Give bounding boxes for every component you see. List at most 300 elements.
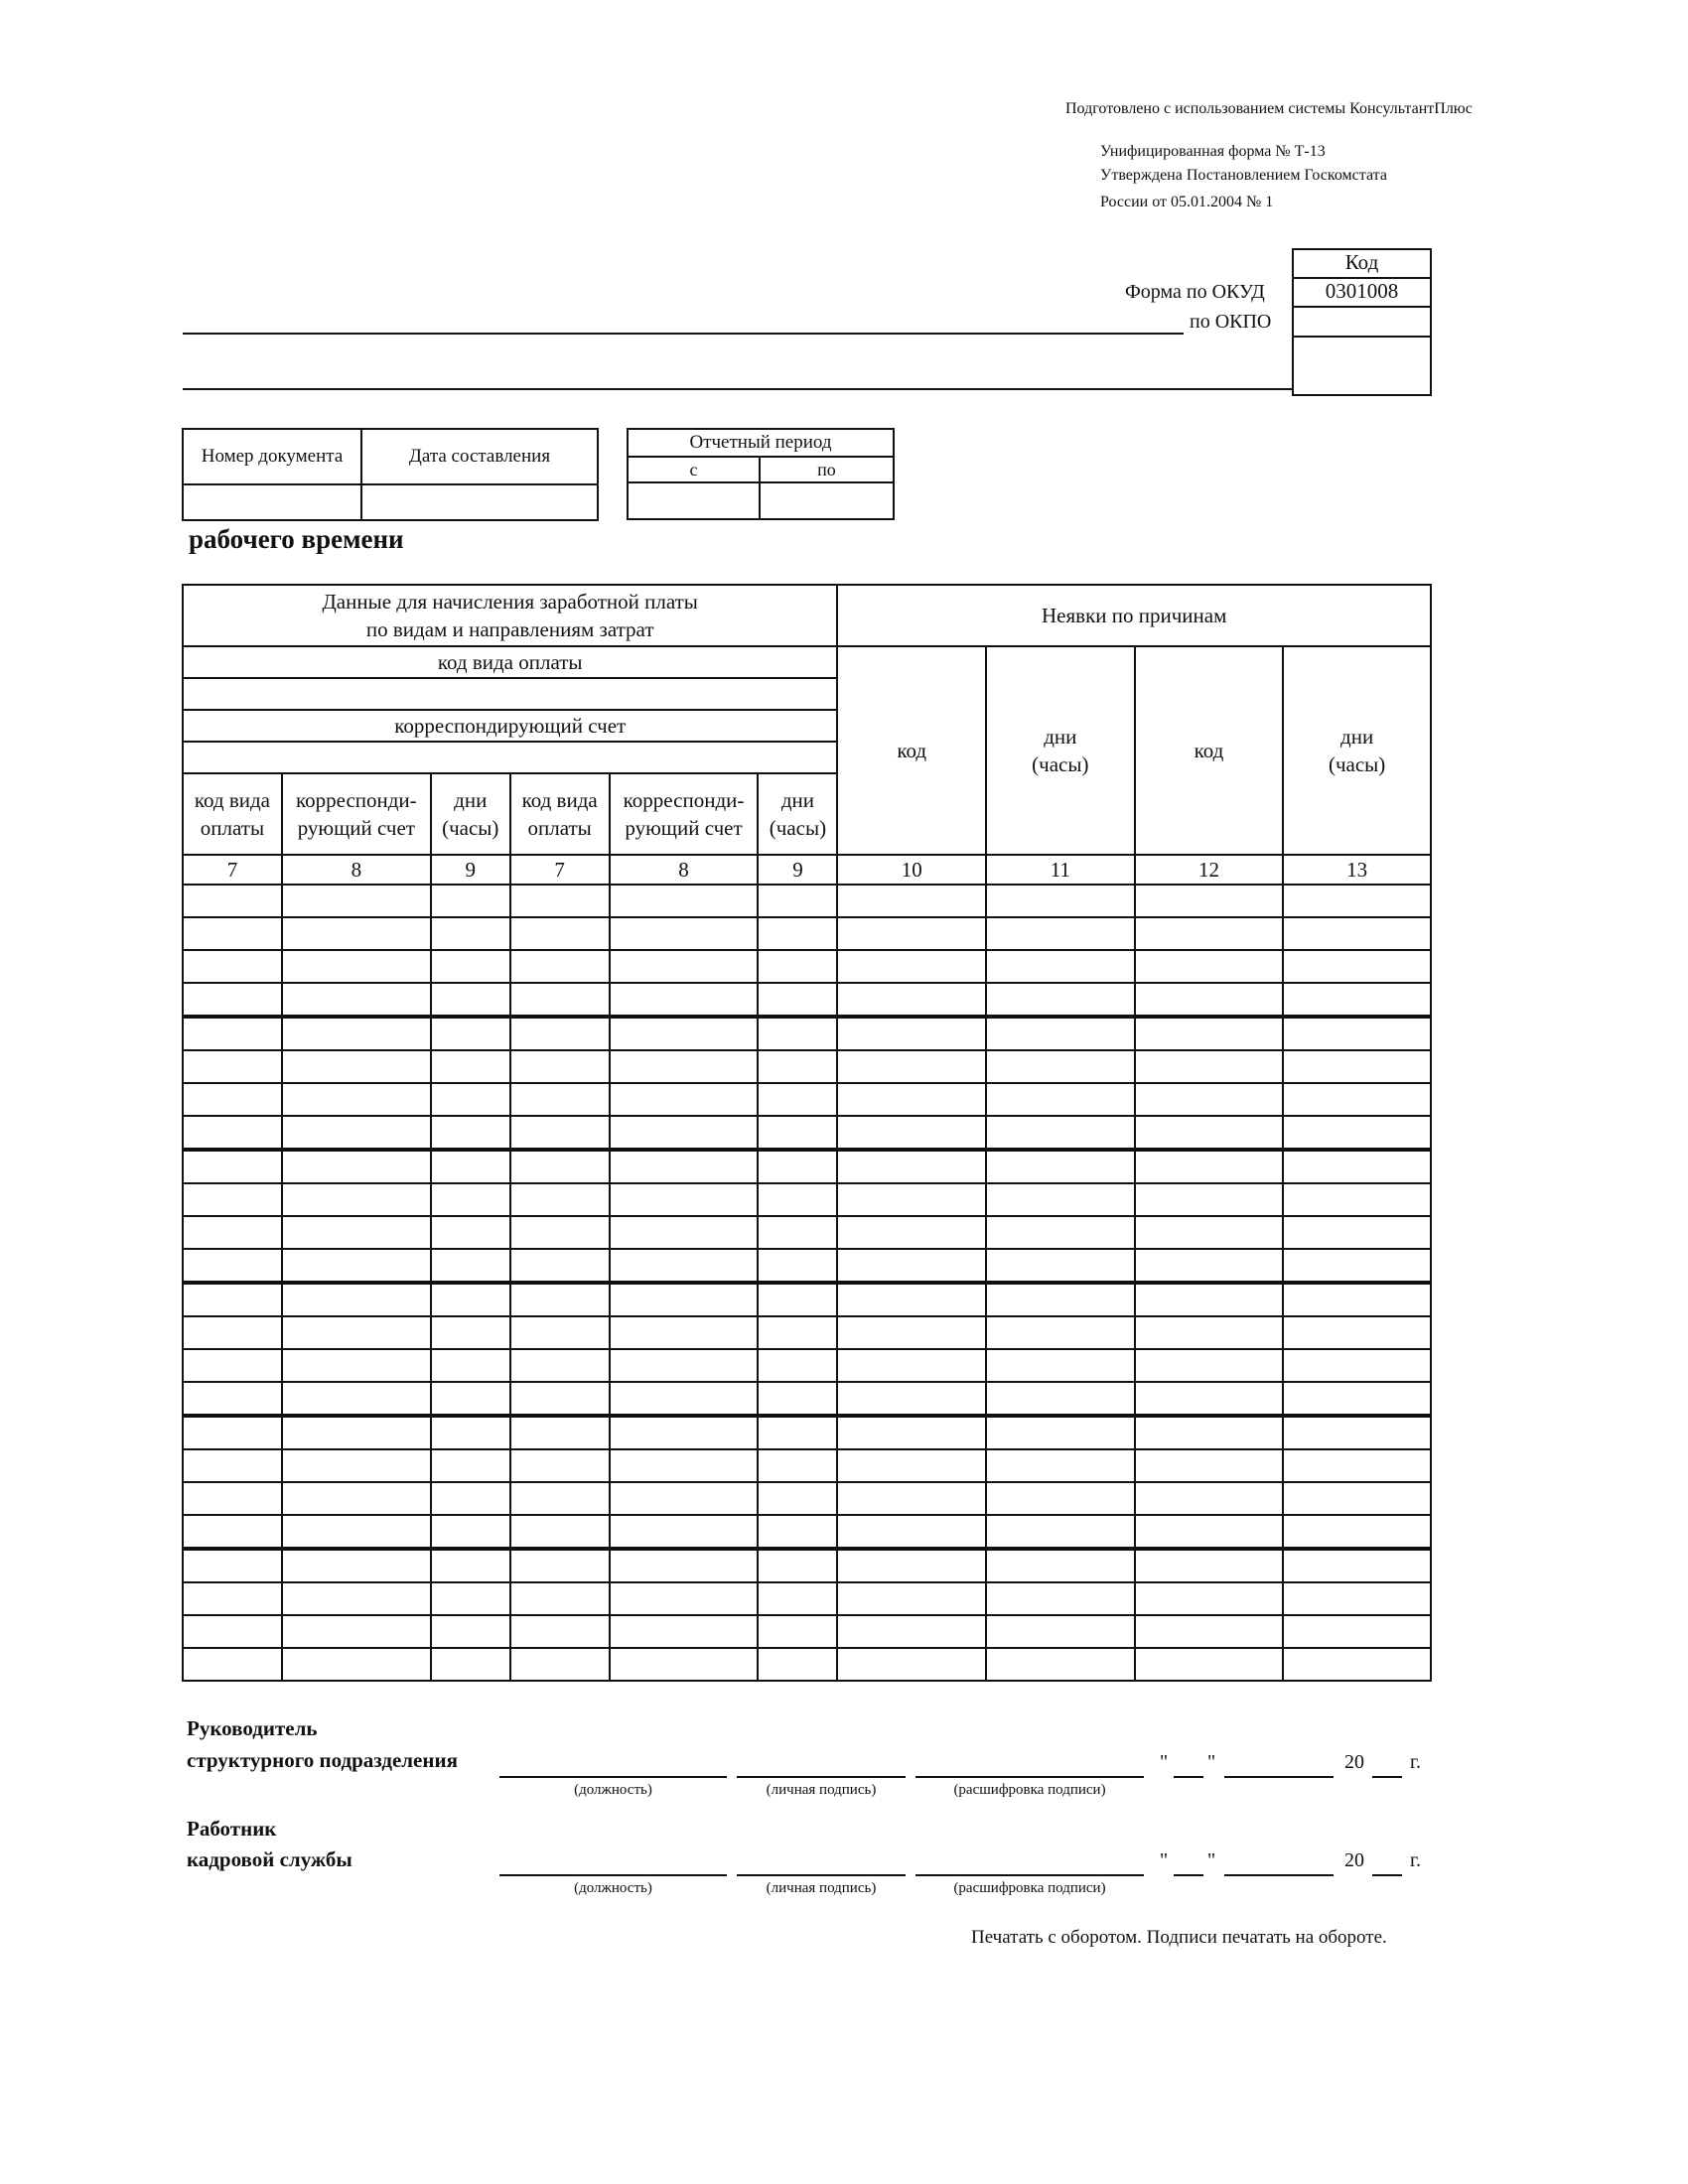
table-cell[interactable] bbox=[431, 885, 510, 917]
table-cell[interactable] bbox=[986, 1083, 1135, 1116]
col-header-7a-l2: оплаты bbox=[200, 816, 265, 840]
period-to-field[interactable] bbox=[760, 482, 894, 519]
hr-month-line[interactable] bbox=[1224, 1874, 1334, 1876]
table-cell[interactable] bbox=[986, 1482, 1135, 1515]
table-cell[interactable] bbox=[986, 1249, 1135, 1283]
table-cell[interactable] bbox=[1135, 1183, 1284, 1216]
table-cell[interactable] bbox=[758, 1382, 837, 1416]
table-cell[interactable] bbox=[183, 950, 282, 983]
table-cell[interactable] bbox=[837, 1582, 986, 1615]
hr-label-l2: кадровой службы bbox=[187, 1847, 352, 1871]
table-cell[interactable] bbox=[1283, 1382, 1431, 1416]
account-row-label: корреспондирующий счет bbox=[183, 710, 837, 742]
table-cell[interactable] bbox=[282, 1083, 431, 1116]
table-cell[interactable] bbox=[610, 1349, 759, 1382]
table-cell[interactable] bbox=[431, 1416, 510, 1449]
table-cell[interactable] bbox=[610, 1216, 759, 1249]
table-cell[interactable] bbox=[986, 1216, 1135, 1249]
table-cell[interactable] bbox=[183, 1549, 282, 1582]
table-cell[interactable] bbox=[1135, 1382, 1284, 1416]
table-row bbox=[183, 1316, 1431, 1349]
department-line[interactable] bbox=[183, 388, 1292, 390]
table-cell[interactable] bbox=[510, 1150, 610, 1183]
table-cell[interactable] bbox=[183, 917, 282, 950]
table-cell[interactable] bbox=[986, 1416, 1135, 1449]
table-cell[interactable] bbox=[986, 1050, 1135, 1083]
table-cell[interactable] bbox=[183, 1316, 282, 1349]
table-cell[interactable] bbox=[282, 1017, 431, 1050]
table-cell[interactable] bbox=[837, 1382, 986, 1416]
table-cell[interactable] bbox=[183, 983, 282, 1017]
table-cell[interactable] bbox=[1283, 1582, 1431, 1615]
table-cell[interactable] bbox=[837, 1349, 986, 1382]
table-cell[interactable] bbox=[431, 1183, 510, 1216]
table-cell[interactable] bbox=[183, 1017, 282, 1050]
table-cell[interactable] bbox=[758, 983, 837, 1017]
table-cell[interactable] bbox=[610, 917, 759, 950]
table-cell[interactable] bbox=[758, 1349, 837, 1382]
table-cell[interactable] bbox=[758, 1249, 837, 1283]
table-cell[interactable] bbox=[986, 1382, 1135, 1416]
table-cell[interactable] bbox=[282, 1316, 431, 1349]
table-cell[interactable] bbox=[510, 983, 610, 1017]
table-cell[interactable] bbox=[431, 1017, 510, 1050]
table-cell[interactable] bbox=[282, 1549, 431, 1582]
table-cell[interactable] bbox=[1283, 1083, 1431, 1116]
table-cell[interactable] bbox=[282, 1382, 431, 1416]
table-cell[interactable] bbox=[282, 1416, 431, 1449]
table-cell[interactable] bbox=[1135, 917, 1284, 950]
table-cell[interactable] bbox=[610, 1648, 759, 1681]
table-cell[interactable] bbox=[837, 1316, 986, 1349]
head-date-quote-close: " bbox=[1207, 1751, 1216, 1773]
table-cell[interactable] bbox=[282, 1216, 431, 1249]
table-cell[interactable] bbox=[1135, 950, 1284, 983]
table-cell[interactable] bbox=[282, 1648, 431, 1681]
table-cell[interactable] bbox=[986, 1283, 1135, 1316]
table-cell[interactable] bbox=[610, 1183, 759, 1216]
hr-decoding-caption: (расшифровка подписи) bbox=[953, 1880, 1106, 1896]
col-header-8a-l1: корреспонди- bbox=[295, 787, 417, 812]
table-cell[interactable] bbox=[610, 1582, 759, 1615]
table-cell[interactable] bbox=[1135, 1249, 1284, 1283]
table-cell[interactable] bbox=[1283, 1017, 1431, 1050]
table-cell[interactable] bbox=[1135, 1582, 1284, 1615]
table-cell[interactable] bbox=[986, 1648, 1135, 1681]
table-cell[interactable] bbox=[610, 1615, 759, 1648]
table-cell[interactable] bbox=[282, 950, 431, 983]
table-cell[interactable] bbox=[183, 1183, 282, 1216]
table-cell[interactable] bbox=[758, 1150, 837, 1183]
table-cell[interactable] bbox=[1135, 1083, 1284, 1116]
head-date-quote-open: " bbox=[1160, 1751, 1169, 1773]
table-cell[interactable] bbox=[510, 1050, 610, 1083]
col-header-10: код bbox=[837, 646, 986, 855]
table-cell[interactable] bbox=[183, 1382, 282, 1416]
okpo-value[interactable] bbox=[1294, 308, 1430, 338]
table-cell[interactable] bbox=[758, 1648, 837, 1681]
table-cell[interactable] bbox=[510, 1615, 610, 1648]
table-cell[interactable] bbox=[610, 885, 759, 917]
table-cell[interactable] bbox=[837, 885, 986, 917]
table-cell[interactable] bbox=[282, 1150, 431, 1183]
table-cell[interactable] bbox=[282, 1482, 431, 1515]
col-header-13 bbox=[1283, 646, 1431, 855]
table-cell[interactable] bbox=[1283, 1515, 1431, 1549]
col-num: 12 bbox=[1135, 855, 1284, 885]
account-values[interactable] bbox=[183, 742, 837, 773]
table-cell[interactable] bbox=[282, 1183, 431, 1216]
table-cell[interactable] bbox=[610, 1449, 759, 1482]
table-cell[interactable] bbox=[758, 1549, 837, 1582]
table-cell[interactable] bbox=[510, 1515, 610, 1549]
table-cell[interactable] bbox=[610, 1083, 759, 1116]
table-cell[interactable] bbox=[183, 1416, 282, 1449]
table-cell[interactable] bbox=[1135, 1216, 1284, 1249]
table-cell[interactable] bbox=[510, 1216, 610, 1249]
table-cell[interactable] bbox=[986, 885, 1135, 917]
table-cell[interactable] bbox=[183, 885, 282, 917]
head-month-line[interactable] bbox=[1224, 1776, 1334, 1778]
head-decoding-line[interactable] bbox=[915, 1776, 1144, 1778]
head-year-line[interactable] bbox=[1372, 1776, 1402, 1778]
table-cell[interactable] bbox=[758, 1116, 837, 1150]
table-cell[interactable] bbox=[1283, 1549, 1431, 1582]
table-cell[interactable] bbox=[1283, 1316, 1431, 1349]
table-cell[interactable] bbox=[510, 1316, 610, 1349]
table-cell[interactable] bbox=[837, 1615, 986, 1648]
table-cell[interactable] bbox=[986, 1183, 1135, 1216]
table-cell[interactable] bbox=[986, 1582, 1135, 1615]
table-cell[interactable] bbox=[986, 1449, 1135, 1482]
table-cell[interactable] bbox=[1283, 1216, 1431, 1249]
table-cell[interactable] bbox=[1283, 1150, 1431, 1183]
table-row bbox=[183, 1349, 1431, 1382]
table-cell[interactable] bbox=[837, 1549, 986, 1582]
table-cell[interactable] bbox=[282, 1249, 431, 1283]
table-cell[interactable] bbox=[510, 1549, 610, 1582]
head-decoding-caption: (расшифровка подписи) bbox=[953, 1782, 1106, 1798]
doc-number-table bbox=[182, 428, 599, 521]
table-cell[interactable] bbox=[282, 1582, 431, 1615]
table-cell[interactable] bbox=[183, 1582, 282, 1615]
table-cell[interactable] bbox=[1283, 1615, 1431, 1648]
table-cell[interactable] bbox=[510, 1449, 610, 1482]
table-cell[interactable] bbox=[183, 1116, 282, 1150]
table-cell[interactable] bbox=[1135, 1416, 1284, 1449]
table-cell[interactable] bbox=[1135, 1017, 1284, 1050]
table-cell[interactable] bbox=[837, 1050, 986, 1083]
table-cell[interactable] bbox=[837, 917, 986, 950]
table-cell[interactable] bbox=[610, 1249, 759, 1283]
pay-code-row-label: код вида оплаты bbox=[183, 646, 837, 678]
table-cell[interactable] bbox=[610, 1382, 759, 1416]
table-cell[interactable] bbox=[610, 1050, 759, 1083]
table-cell[interactable] bbox=[510, 1482, 610, 1515]
table-cell[interactable] bbox=[282, 917, 431, 950]
table-cell[interactable] bbox=[431, 1283, 510, 1316]
head-day-line[interactable] bbox=[1174, 1776, 1203, 1778]
table-cell[interactable] bbox=[1135, 1050, 1284, 1083]
table-cell[interactable] bbox=[758, 917, 837, 950]
hr-year-suffix: г. bbox=[1410, 1849, 1421, 1871]
table-cell[interactable] bbox=[183, 1615, 282, 1648]
table-cell[interactable] bbox=[610, 1116, 759, 1150]
table-cell[interactable] bbox=[431, 1382, 510, 1416]
table-cell[interactable] bbox=[1135, 1116, 1284, 1150]
table-cell[interactable] bbox=[986, 1615, 1135, 1648]
table-cell[interactable] bbox=[837, 1648, 986, 1681]
table-cell[interactable] bbox=[758, 1582, 837, 1615]
table-cell[interactable] bbox=[431, 1515, 510, 1549]
table-cell[interactable] bbox=[431, 950, 510, 983]
pay-code-values[interactable] bbox=[183, 678, 837, 710]
table-cell[interactable] bbox=[1135, 1549, 1284, 1582]
table-cell[interactable] bbox=[1135, 1283, 1284, 1316]
hr-signature-line[interactable] bbox=[737, 1874, 906, 1876]
table-cell[interactable] bbox=[837, 1083, 986, 1116]
timesheet-table bbox=[182, 584, 1432, 1682]
table-cell[interactable] bbox=[1283, 1648, 1431, 1681]
table-cell[interactable] bbox=[1283, 885, 1431, 917]
table-cell[interactable] bbox=[610, 1316, 759, 1349]
table-cell[interactable] bbox=[1135, 1150, 1284, 1183]
table-cell[interactable] bbox=[431, 1216, 510, 1249]
code-extra-cell[interactable] bbox=[1294, 338, 1430, 394]
table-cell[interactable] bbox=[610, 1150, 759, 1183]
table-cell[interactable] bbox=[183, 1648, 282, 1681]
table-cell[interactable] bbox=[758, 1283, 837, 1316]
col-header-9b-l2: (часы) bbox=[769, 816, 827, 840]
table-cell[interactable] bbox=[986, 1017, 1135, 1050]
col-num: 9 bbox=[431, 855, 510, 885]
table-cell[interactable] bbox=[837, 1216, 986, 1249]
table-cell[interactable] bbox=[837, 1482, 986, 1515]
table-cell[interactable] bbox=[431, 1249, 510, 1283]
table-cell[interactable] bbox=[610, 1549, 759, 1582]
table-cell[interactable] bbox=[1135, 1482, 1284, 1515]
table-cell[interactable] bbox=[510, 1249, 610, 1283]
table-cell[interactable] bbox=[1135, 1615, 1284, 1648]
organization-line[interactable] bbox=[183, 333, 1184, 335]
doc-date-field[interactable] bbox=[361, 484, 598, 520]
hr-decoding-line[interactable] bbox=[915, 1874, 1144, 1876]
table-cell[interactable] bbox=[1283, 950, 1431, 983]
table-cell[interactable] bbox=[1135, 885, 1284, 917]
head-position-caption: (должность) bbox=[574, 1782, 652, 1798]
table-cell[interactable] bbox=[1283, 1050, 1431, 1083]
col-header-9b bbox=[758, 773, 837, 855]
table-cell[interactable] bbox=[431, 983, 510, 1017]
table-cell[interactable] bbox=[282, 1283, 431, 1316]
table-cell[interactable] bbox=[510, 917, 610, 950]
table-cell[interactable] bbox=[1135, 1316, 1284, 1349]
table-cell[interactable] bbox=[758, 1083, 837, 1116]
table-cell[interactable] bbox=[986, 1316, 1135, 1349]
table-cell[interactable] bbox=[282, 1050, 431, 1083]
salary-header-line1: Данные для начисления заработной платы bbox=[322, 589, 698, 614]
table-cell[interactable] bbox=[610, 1283, 759, 1316]
table-cell[interactable] bbox=[758, 1017, 837, 1050]
table-cell[interactable] bbox=[758, 1050, 837, 1083]
doc-number-label: Номер документа bbox=[183, 429, 361, 484]
head-signature-line[interactable] bbox=[737, 1776, 906, 1778]
table-cell[interactable] bbox=[758, 1183, 837, 1216]
table-cell[interactable] bbox=[1135, 1349, 1284, 1382]
table-cell[interactable] bbox=[1283, 1349, 1431, 1382]
table-cell[interactable] bbox=[183, 1349, 282, 1382]
table-cell[interactable] bbox=[1283, 1116, 1431, 1150]
table-cell[interactable] bbox=[183, 1083, 282, 1116]
table-cell[interactable] bbox=[610, 1482, 759, 1515]
table-cell[interactable] bbox=[1283, 1183, 1431, 1216]
hr-year-prefix: 20 bbox=[1344, 1849, 1364, 1871]
table-cell[interactable] bbox=[431, 1050, 510, 1083]
table-row bbox=[183, 1449, 1431, 1482]
table-cell[interactable] bbox=[431, 1582, 510, 1615]
table-cell[interactable] bbox=[758, 1316, 837, 1349]
table-cell[interactable] bbox=[431, 1449, 510, 1482]
table-cell[interactable] bbox=[1283, 1449, 1431, 1482]
period-label: Отчетный период bbox=[628, 429, 894, 457]
table-cell[interactable] bbox=[431, 1316, 510, 1349]
table-row bbox=[183, 1382, 1431, 1416]
table-cell[interactable] bbox=[758, 1615, 837, 1648]
table-cell[interactable] bbox=[986, 983, 1135, 1017]
table-cell[interactable] bbox=[837, 1116, 986, 1150]
period-from-label: с bbox=[628, 457, 760, 482]
table-cell[interactable] bbox=[282, 1515, 431, 1549]
table-cell[interactable] bbox=[431, 1349, 510, 1382]
head-position-line[interactable] bbox=[499, 1776, 727, 1778]
table-cell[interactable] bbox=[282, 885, 431, 917]
table-cell[interactable] bbox=[610, 1416, 759, 1449]
table-cell[interactable] bbox=[837, 1416, 986, 1449]
table-cell[interactable] bbox=[610, 1515, 759, 1549]
okpo-label: по ОКПО bbox=[1190, 311, 1272, 333]
table-cell[interactable] bbox=[510, 1416, 610, 1449]
table-cell[interactable] bbox=[1135, 983, 1284, 1017]
table-cell[interactable] bbox=[610, 950, 759, 983]
table-cell[interactable] bbox=[282, 1449, 431, 1482]
table-cell[interactable] bbox=[282, 1349, 431, 1382]
period-from-field[interactable] bbox=[628, 482, 760, 519]
table-cell[interactable] bbox=[183, 1050, 282, 1083]
table-cell[interactable] bbox=[510, 1083, 610, 1116]
table-cell[interactable] bbox=[837, 1449, 986, 1482]
table-cell[interactable] bbox=[1135, 1515, 1284, 1549]
table-cell[interactable] bbox=[610, 1017, 759, 1050]
table-cell[interactable] bbox=[510, 950, 610, 983]
table-cell[interactable] bbox=[183, 1150, 282, 1183]
table-cell[interactable] bbox=[431, 1648, 510, 1681]
table-cell[interactable] bbox=[837, 983, 986, 1017]
table-cell[interactable] bbox=[837, 1249, 986, 1283]
table-cell[interactable] bbox=[986, 917, 1135, 950]
table-cell[interactable] bbox=[183, 1515, 282, 1549]
table-cell[interactable] bbox=[431, 1615, 510, 1648]
table-cell[interactable] bbox=[282, 1116, 431, 1150]
table-row bbox=[183, 1249, 1431, 1283]
table-row bbox=[183, 1017, 1431, 1050]
table-cell[interactable] bbox=[986, 950, 1135, 983]
table-cell[interactable] bbox=[282, 983, 431, 1017]
table-cell[interactable] bbox=[986, 1549, 1135, 1582]
table-cell[interactable] bbox=[1283, 1482, 1431, 1515]
table-cell[interactable] bbox=[431, 1549, 510, 1582]
table-cell[interactable] bbox=[183, 1249, 282, 1283]
table-cell[interactable] bbox=[758, 1216, 837, 1249]
table-cell[interactable] bbox=[183, 1482, 282, 1515]
table-cell[interactable] bbox=[758, 950, 837, 983]
table-cell[interactable] bbox=[837, 1515, 986, 1549]
hr-day-line[interactable] bbox=[1174, 1874, 1203, 1876]
table-cell[interactable] bbox=[1283, 1249, 1431, 1283]
table-cell[interactable] bbox=[1135, 1449, 1284, 1482]
doc-number-field[interactable] bbox=[183, 484, 361, 520]
col-header-8a-l2: рующий счет bbox=[297, 816, 415, 840]
table-cell[interactable] bbox=[510, 1283, 610, 1316]
table-cell[interactable] bbox=[837, 1017, 986, 1050]
table-cell[interactable] bbox=[183, 1449, 282, 1482]
table-cell[interactable] bbox=[510, 1349, 610, 1382]
table-cell[interactable] bbox=[510, 1116, 610, 1150]
table-cell[interactable] bbox=[837, 950, 986, 983]
table-cell[interactable] bbox=[510, 1183, 610, 1216]
table-cell[interactable] bbox=[431, 1150, 510, 1183]
hr-year-line[interactable] bbox=[1372, 1874, 1402, 1876]
col-header-9a bbox=[431, 773, 510, 855]
table-cell[interactable] bbox=[758, 1482, 837, 1515]
table-cell[interactable] bbox=[758, 885, 837, 917]
table-cell[interactable] bbox=[986, 1349, 1135, 1382]
table-cell[interactable] bbox=[510, 1017, 610, 1050]
table-cell[interactable] bbox=[510, 1382, 610, 1416]
hr-position-line[interactable] bbox=[499, 1874, 727, 1876]
table-cell[interactable] bbox=[183, 1283, 282, 1316]
table-cell[interactable] bbox=[431, 1116, 510, 1150]
table-cell[interactable] bbox=[758, 1449, 837, 1482]
table-cell[interactable] bbox=[431, 1083, 510, 1116]
okud-value[interactable]: 0301008 bbox=[1294, 279, 1430, 308]
approved-date: России от 05.01.2004 № 1 bbox=[1100, 194, 1274, 210]
table-cell[interactable] bbox=[282, 1615, 431, 1648]
table-cell[interactable] bbox=[986, 1515, 1135, 1549]
table-cell[interactable] bbox=[610, 983, 759, 1017]
col-header-9b-l1: дни bbox=[780, 787, 815, 812]
table-row bbox=[183, 983, 1431, 1017]
table-cell[interactable] bbox=[1283, 983, 1431, 1017]
table-cell[interactable] bbox=[510, 1582, 610, 1615]
table-cell[interactable] bbox=[183, 1216, 282, 1249]
table-cell[interactable] bbox=[1283, 1283, 1431, 1316]
table-cell[interactable] bbox=[986, 1116, 1135, 1150]
table-row bbox=[183, 1116, 1431, 1150]
table-cell[interactable] bbox=[431, 917, 510, 950]
table-cell[interactable] bbox=[1283, 917, 1431, 950]
table-cell[interactable] bbox=[510, 885, 610, 917]
table-cell[interactable] bbox=[758, 1515, 837, 1549]
table-cell[interactable] bbox=[837, 1183, 986, 1216]
table-cell[interactable] bbox=[837, 1150, 986, 1183]
table-cell[interactable] bbox=[510, 1648, 610, 1681]
table-cell[interactable] bbox=[837, 1283, 986, 1316]
table-cell[interactable] bbox=[1283, 1416, 1431, 1449]
table-cell[interactable] bbox=[758, 1416, 837, 1449]
table-cell[interactable] bbox=[431, 1482, 510, 1515]
table-cell[interactable] bbox=[1135, 1648, 1284, 1681]
table-cell[interactable] bbox=[986, 1150, 1135, 1183]
